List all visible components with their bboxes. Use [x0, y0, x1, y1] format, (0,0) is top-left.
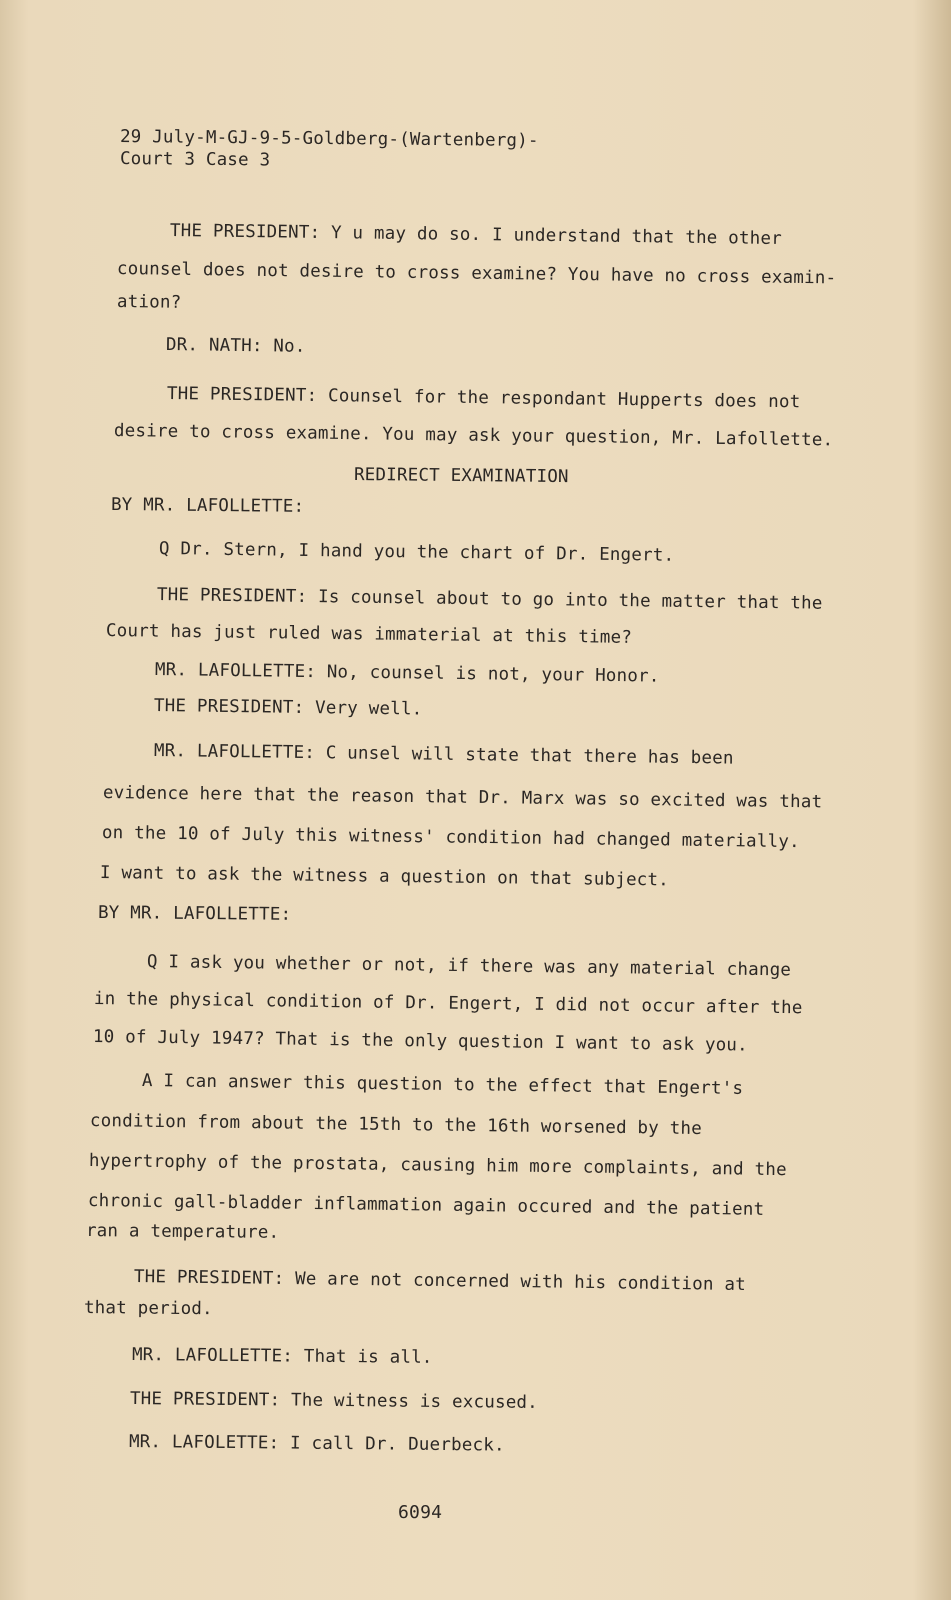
transcript-line: MR. LAFOLLETTE: That is all. — [131, 1345, 433, 1368]
transcript-line: hypertrophy of the prostata, causing him more complaints, and the — [88, 1151, 787, 1181]
transcript-line: evidence here that the reason that Dr. Marx was so excited was that — [102, 783, 823, 813]
transcript-line: MR. LAFOLLETTE: No, counsel is not, your Honor. — [154, 660, 660, 687]
transcript-line: BY MR. LAFOLLETTE: — [97, 903, 292, 925]
transcript-line: BY MR. LAFOLLETTE: — [110, 495, 305, 517]
header-line-2: Court 3 Case 3 — [119, 149, 271, 171]
transcript-line: THE PRESIDENT: Counsel for the respondant Hupperts does not — [166, 384, 801, 413]
transcript-line: Court has just ruled was immaterial at this time? — [105, 621, 633, 648]
transcript-line: DR. NATH: No. — [165, 335, 306, 357]
transcript-line: THE PRESIDENT: Is counsel about to go into the matter that the — [156, 585, 823, 614]
transcript-line: ran a temperature. — [85, 1221, 280, 1243]
transcript-line: THE PRESIDENT: We are not concerned with his condition at — [133, 1267, 747, 1296]
transcript-line: MR. LAFOLETTE: I call Dr. Duerbeck. — [128, 1432, 505, 1456]
transcript-line: ation? — [116, 292, 182, 313]
transcript-line: A I can answer this question to the effect that Engert's — [141, 1071, 744, 1099]
transcript-line: desire to cross examine. You may ask your question, Mr. Lafollette. — [113, 421, 834, 451]
transcript-line: Q Dr. Stern, I hand you the chart of Dr. Engert. — [158, 539, 675, 566]
transcript-line: on the 10 of July this witness' condition had changed materially. — [101, 823, 800, 853]
transcript-line: MR. LAFOLLETTE: C unsel will state that there has been — [153, 741, 734, 769]
page-number: 6094 — [398, 1502, 443, 1523]
section-heading: REDIRECT EXAMINATION — [353, 465, 569, 488]
transcript-line: THE PRESIDENT: Very well. — [153, 696, 423, 720]
transcript-line: THE PRESIDENT: The witness is excused. — [129, 1389, 539, 1413]
transcript-line: in the physical condition of Dr. Engert, I did not occur after the — [93, 989, 803, 1019]
transcript-line: chronic gall-bladder inflammation again occured and the patient — [87, 1191, 765, 1220]
header-line-1: 29 July-M-GJ-9-5-Goldberg-(Wartenberg)- — [119, 127, 539, 152]
transcript-line: Q I ask you whether or not, if there was any material change — [146, 952, 792, 981]
transcript-line: counsel does not desire to cross examine? You have no cross examin- — [116, 259, 837, 289]
transcript-line: THE PRESIDENT: Y u may do so. I understand that the other — [169, 221, 783, 250]
transcript-line: that period. — [83, 1298, 213, 1320]
transcript-line: condition from about the 15th to the 16th worsened by the — [89, 1111, 703, 1140]
transcript-line: 10 of July 1947? That is the only question I want to ask you. — [92, 1027, 748, 1056]
transcript-line: I want to ask the witness a question on that subject. — [99, 863, 670, 891]
